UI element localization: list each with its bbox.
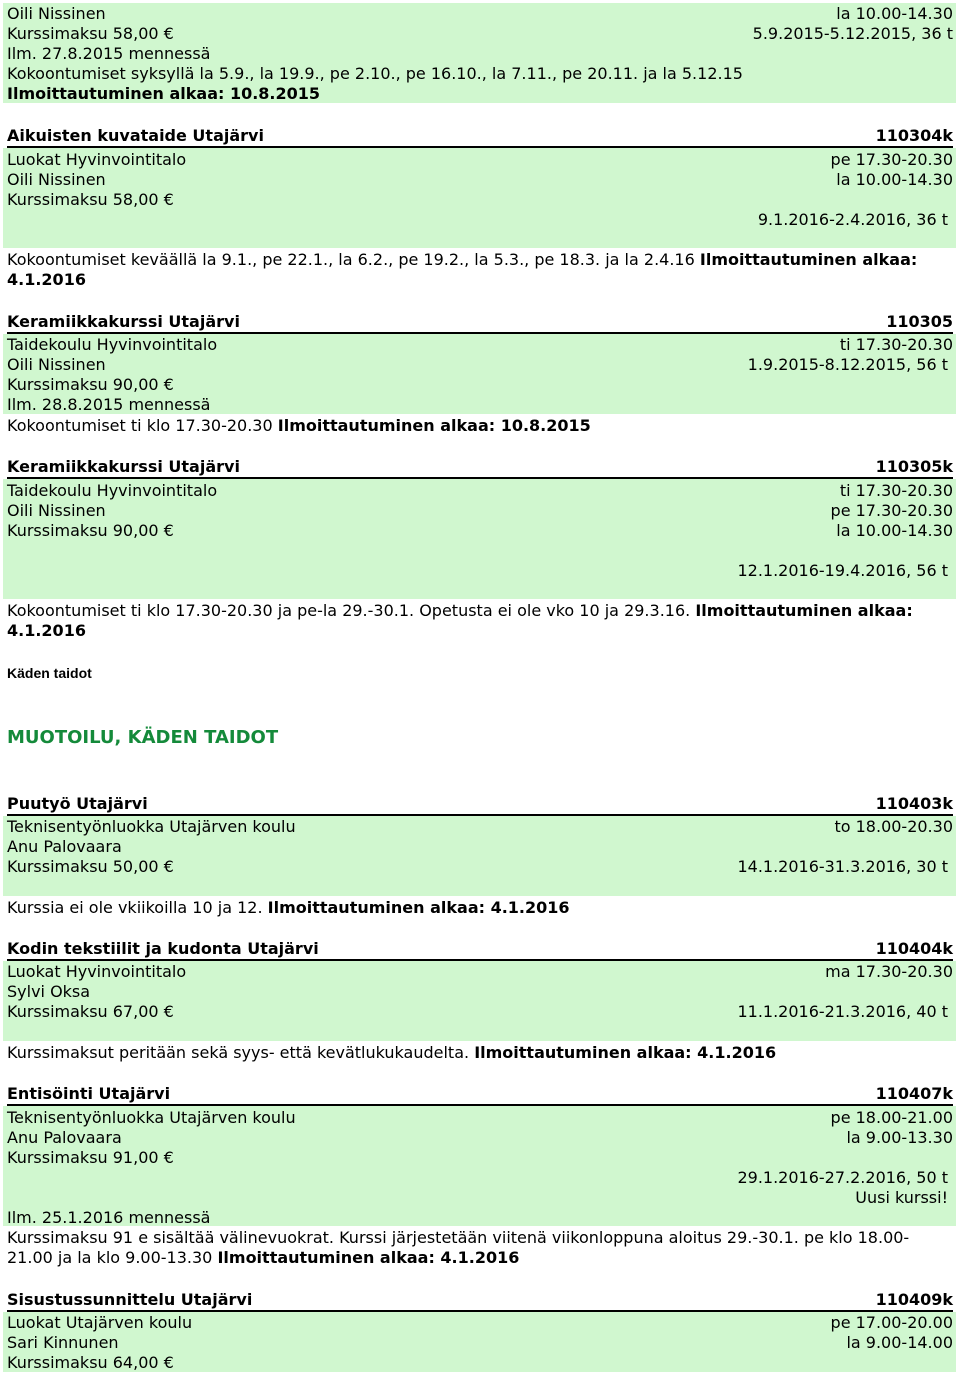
section-heading: MUOTOILU, KÄDEN TAIDOT xyxy=(7,727,279,748)
date-range: 11.1.2016-21.3.2016, 40 t xyxy=(737,1002,948,1021)
location: Luokat Utajärven koulu xyxy=(7,1313,193,1332)
course-note: Kokoontumiset ti klo 17.30-20.30 ja pe-la 29.-30.1. Opetusta ei ole vko 10 ja 29.3.16. Ilmoittautuminen alkaa: 4.1.2016 xyxy=(7,601,913,640)
course-fee: Kurssimaksu 90,00 € xyxy=(7,521,174,540)
registration-deadline: Ilm. 28.8.2015 mennessä xyxy=(7,395,211,414)
teacher: Oili Nissinen xyxy=(7,501,106,520)
registration-start: Ilmoittautuminen alkaa: 10.8.2015 xyxy=(277,416,591,435)
registration-deadline: Ilm. 27.8.2015 mennessä xyxy=(7,44,211,63)
registration-start: Ilmoittautuminen alkaa: 4.1.2016 xyxy=(7,250,918,289)
teacher: Anu Palovaara xyxy=(7,837,122,856)
new-course-badge: Uusi kurssi! xyxy=(855,1188,948,1207)
course-code: 110305k xyxy=(875,457,953,476)
course-code: 110305 xyxy=(886,312,953,331)
course-title: Entisöinti Utajärvi xyxy=(7,1084,171,1103)
course-title: Sisustussunnittelu Utajärvi xyxy=(7,1290,253,1309)
teacher: Oili Nissinen xyxy=(7,170,106,189)
schedule: ti 17.30-20.30 xyxy=(839,481,953,500)
schedule: pe 18.00-21.00 xyxy=(830,1108,953,1127)
course-fee: Kurssimaksu 64,00 € xyxy=(7,1353,174,1372)
schedule: to 18.00-20.30 xyxy=(834,817,953,836)
schedule: la 10.00-14.30 xyxy=(836,521,953,540)
schedule: la 9.00-14.00 xyxy=(846,1333,953,1352)
location: Taidekoulu Hyvinvointitalo xyxy=(7,335,218,354)
schedule: la 9.00-13.30 xyxy=(846,1128,953,1147)
course-code: 110403k xyxy=(875,794,953,813)
course-note: Kokoontumiset keväällä la 9.1., pe 22.1., la 6.2., pe 19.2., la 5.3., pe 18.3. ja la 2.4.16 Ilmoittautuminen alkaa: 4.1.2016 xyxy=(7,250,918,289)
course-note: Kurssia ei ole vkiikoilla 10 ja 12. Ilmoittautuminen alkaa: 4.1.2016 xyxy=(7,898,570,917)
location: Luokat Hyvinvointitalo xyxy=(7,150,187,169)
teacher: Sylvi Oksa xyxy=(7,982,91,1001)
registration-deadline: Ilm. 25.1.2016 mennessä xyxy=(7,1208,211,1227)
meeting-dates: Kokoontumiset syksyllä la 5.9., la 19.9., pe 2.10., pe 16.10., la 7.11., pe 20.11. ja la 5.12.15 xyxy=(7,64,743,83)
course-title: Kodin tekstiilit ja kudonta Utajärvi xyxy=(7,939,319,958)
schedule: ma 17.30-20.30 xyxy=(825,962,953,981)
course-fee: Kurssimaksu 50,00 € xyxy=(7,857,174,876)
course-code: 110407k xyxy=(875,1084,953,1103)
registration-start: Ilmoittautuminen alkaa: 4.1.2016 xyxy=(217,1248,520,1267)
course-title-bar xyxy=(7,457,953,479)
date-range: 29.1.2016-27.2.2016, 50 t xyxy=(737,1168,948,1187)
teacher: Oili Nissinen xyxy=(7,4,106,23)
date-range: 14.1.2016-31.3.2016, 30 t xyxy=(737,857,948,876)
course-title-bar xyxy=(7,1084,953,1106)
course-code: 110409k xyxy=(875,1290,953,1309)
course-note: Kurssimaksu 91 e sisältää välinevuokrat. Kurssi järjestetään viitenä viikonloppuna aloitus 29.-30.1. pe klo 18.00-21.00 ja la klo 9.00-13.30 Ilmoittautuminen alkaa: 4.1.2016 xyxy=(7,1228,910,1267)
course-fee: Kurssimaksu 67,00 € xyxy=(7,1002,174,1021)
course-title-bar xyxy=(7,312,953,334)
location: Teknisentyönluokka Utajärven koulu xyxy=(7,1108,296,1127)
course-note: Kokoontumiset ti klo 17.30-20.30 Ilmoittautuminen alkaa: 10.8.2015 xyxy=(7,416,591,435)
course-title: Aikuisten kuvataide Utajärvi xyxy=(7,126,264,145)
course-code: 110304k xyxy=(875,126,953,145)
teacher: Oili Nissinen xyxy=(7,355,106,374)
course-title-bar xyxy=(7,794,953,816)
date-range: 5.9.2015-5.12.2015, 36 t xyxy=(752,24,953,43)
location: Teknisentyönluokka Utajärven koulu xyxy=(7,817,296,836)
course-fee: Kurssimaksu 58,00 € xyxy=(7,190,174,209)
course-fee: Kurssimaksu 91,00 € xyxy=(7,1148,174,1167)
location: Taidekoulu Hyvinvointitalo xyxy=(7,481,218,500)
course-code: 110404k xyxy=(875,939,953,958)
course-title: Keramiikkakurssi Utajärvi xyxy=(7,457,240,476)
course-fee: Kurssimaksu 90,00 € xyxy=(7,375,174,394)
teacher: Anu Palovaara xyxy=(7,1128,122,1147)
registration-start: Ilmoittautuminen alkaa: 4.1.2016 xyxy=(267,898,570,917)
date-range: 12.1.2016-19.4.2016, 56 t xyxy=(737,561,948,580)
schedule: pe 17.00-20.00 xyxy=(830,1313,953,1332)
registration-start: Ilmoittautuminen alkaa: 4.1.2016 xyxy=(7,601,913,640)
course-title-bar xyxy=(7,1290,953,1312)
location: Luokat Hyvinvointitalo xyxy=(7,962,187,981)
schedule: pe 17.30-20.30 xyxy=(830,501,953,520)
date-range: 9.1.2016-2.4.2016, 36 t xyxy=(757,210,948,229)
schedule: la 10.00-14.30 xyxy=(836,170,953,189)
course-title: Keramiikkakurssi Utajärvi xyxy=(7,312,240,331)
schedule: la 10.00-14.30 xyxy=(836,4,953,23)
course-title-bar xyxy=(7,126,953,148)
category-label: Käden taidot xyxy=(7,665,92,681)
schedule: pe 17.30-20.30 xyxy=(830,150,953,169)
registration-start: Ilmoittautuminen alkaa: 4.1.2016 xyxy=(474,1043,777,1062)
course-fee: Kurssimaksu 58,00 € xyxy=(7,24,174,43)
course-title: Puutyö Utajärvi xyxy=(7,794,148,813)
course-title-bar xyxy=(7,939,953,961)
registration-start: Ilmoittautuminen alkaa: 10.8.2015 xyxy=(7,84,321,103)
course-note: Kurssimaksut peritään sekä syys- että kevätlukukaudelta. Ilmoittautuminen alkaa: 4.1.2016 xyxy=(7,1043,777,1062)
schedule: ti 17.30-20.30 xyxy=(839,335,953,354)
teacher: Sari Kinnunen xyxy=(7,1333,119,1352)
date-range: 1.9.2015-8.12.2015, 56 t xyxy=(747,355,948,374)
